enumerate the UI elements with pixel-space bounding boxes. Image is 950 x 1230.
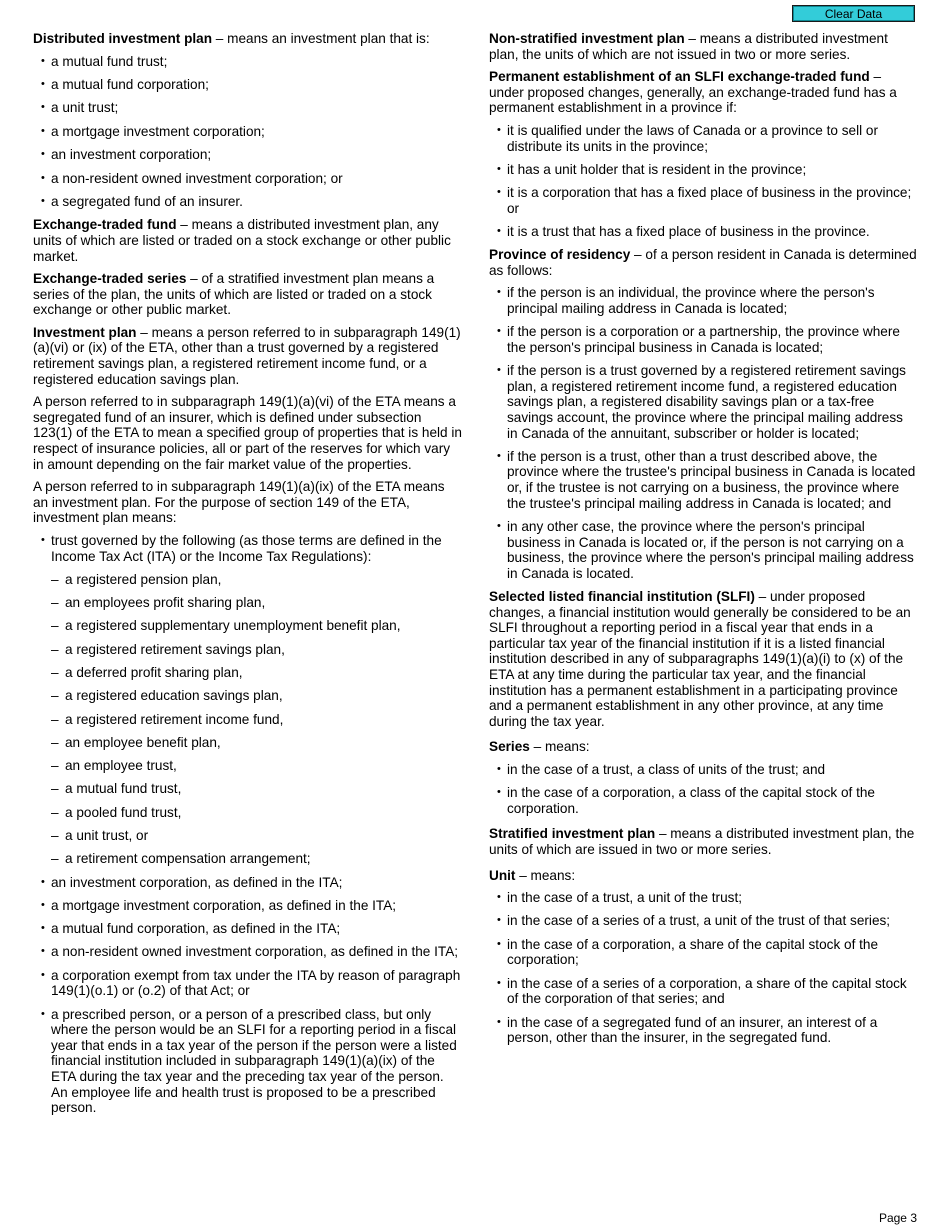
list-item: • in the case of a segregated fund of an insurer, an interest of a person, other than the insurer, in the segregated fund. [489, 1015, 917, 1046]
term: Province of residency [489, 247, 631, 263]
list-item: • a mortgage investment corporation; [33, 124, 463, 140]
list-item: • a mortgage investment corporation, as defined in the ITA; [33, 898, 463, 914]
permanent-establishment-list [489, 123, 917, 240]
list-item: • if the person is an individual, the province where the person's principal mailing address in Canada is located; [489, 285, 917, 316]
definition-text: – means: [529, 739, 590, 755]
sub-list-item: – a deferred profit sharing plan, [33, 665, 463, 681]
definition-province-of-residency [489, 247, 917, 278]
term: Exchange-traded fund [33, 217, 177, 233]
definition-text: – under proposed changes, a financial institution would generally be considered to be an SLFI throughout a reporting period in a fiscal year that ends in a particular tax year of the financial institution if it is a listed financial institution described in any of subparagraphs 149(1)(a)(i) to (x) of the ETA at any time during the particular tax year, and the financial institution has a permanent establishment in a participating province and a permanent establishment in any other province, at any time during the tax year. [489, 589, 911, 729]
list-item: • it is a corporation that has a fixed place of business in the province; or [489, 185, 917, 216]
list-item: • an investment corporation; [33, 147, 463, 163]
list-item: • a mutual fund trust; [33, 54, 463, 70]
definition-text: – means a person referred to in subparagraph 149(1)(a)(vi) or (ix) of the ETA, other than a trust governed by a registered retirement savings plan, a registered retirement income fund, or a registered education savings plan. [33, 324, 461, 387]
list-item: • a unit trust; [33, 100, 463, 116]
list-item: • in the case of a corporation, a share of the capital stock of the corporation; [489, 937, 917, 968]
term: Unit [489, 867, 516, 883]
list-item: • in the case of a corporation, a class of the capital stock of the corporation. [489, 785, 917, 816]
definition-series [489, 739, 917, 755]
list-item: • it is a trust that has a fixed place of business in the province. [489, 224, 917, 240]
term: Investment plan [33, 324, 137, 340]
list-item: • a non-resident owned investment corporation, as defined in the ITA; [33, 944, 463, 960]
sub-list-item: – a retirement compensation arrangement; [33, 851, 463, 867]
term: Selected listed financial institution (SLFI) [489, 589, 755, 604]
list-item: • a segregated fund of an insurer. [33, 194, 463, 210]
list-item: • trust governed by the following (as those terms are defined in the Income Tax Act (ITA) or the Income Tax Regulations): [33, 533, 463, 564]
term: Permanent establishment of an SLFI exchange-traded fund [489, 69, 870, 85]
list-item: • a mutual fund corporation, as defined in the ITA; [33, 921, 463, 937]
distributed-plan-list [33, 54, 463, 210]
term: Exchange-traded series [33, 271, 187, 287]
list-item: • in the case of a trust, a unit of the trust; [489, 890, 917, 906]
term: Distributed investment plan [33, 31, 213, 46]
list-item: • it has a unit holder that is resident in the province; [489, 162, 917, 178]
definition-text: – means an investment plan that is: [212, 31, 430, 46]
page-number: Page 3 [878, 1211, 917, 1225]
definition-text: – of a stratified investment plan means a series of the plan, the units of which are listed or traded on a stock exchange or other public market. [33, 271, 435, 318]
definition-text: – means a distributed investment plan, the units of which are not issued in two or more series. [489, 31, 888, 62]
definition-permanent-establishment [489, 69, 917, 116]
list-item: • if the person is a trust, other than a trust described above, the province where the trustee's principal business in Canada is located or, if the trustee is not carrying on a business, the province where the trustee's principal mailing address in Canada is located; and [489, 449, 917, 511]
list-item: • in the case of a trust, a class of units of the trust; and [489, 762, 917, 778]
investment-plan-list-continued [33, 875, 463, 1116]
list-item: • an investment corporation, as defined in the ITA; [33, 875, 463, 891]
term: Stratified investment plan [489, 826, 656, 842]
province-of-residency-list [489, 285, 917, 581]
unit-list [489, 890, 917, 1046]
list-item: • in the case of a series of a trust, a unit of the trust of that series; [489, 913, 917, 929]
definition-text: – under proposed changes, generally, an exchange-traded fund has a permanent establishment in a province if: [489, 69, 897, 116]
definition-exchange-traded-fund [33, 217, 463, 264]
sub-list-item: – an employee benefit plan, [33, 735, 463, 751]
sub-list-item: – an employee trust, [33, 758, 463, 774]
list-item: • a prescribed person, or a person of a prescribed class, but only where the person would be an SLFI for a reporting period in a fiscal year that ends in a tax year of the person if the person were a listed financial institution included in subparagraph 149(1)(a)(ix) of the ETA during the tax year and the preceding tax year of the person. An employee life and health trust is proposed to be a prescribed person. [33, 1007, 463, 1116]
list-item: • in any other case, the province where the person's principal business in Canada is located or, if the person is not carrying on a business, the province where the person's principal mailing address in Canada is located. [489, 519, 917, 581]
definition-text: – means a distributed investment plan, the units of which are issued in two or more series. [489, 826, 915, 857]
series-list [489, 762, 917, 816]
clear-data-button[interactable]: Clear Data [792, 5, 915, 22]
definition-non-stratified-investment-plan [489, 31, 917, 62]
list-item: • a non-resident owned investment corporation; or [33, 171, 463, 187]
sub-list-item: – a unit trust, or [33, 828, 463, 844]
list-item: • a corporation exempt from tax under the ITA by reason of paragraph 149(1)(o.1) or (o.2) of that Act; or [33, 968, 463, 999]
sub-list-item: – an employees profit sharing plan, [33, 595, 463, 611]
sub-list-item: – a registered retirement income fund, [33, 712, 463, 728]
definition-text: – means a distributed investment plan, any units of which are listed or traded on a stock exchange or other public market. [33, 217, 451, 264]
definition-investment-plan [33, 325, 463, 387]
definition-text: – of a person resident in Canada is determined as follows: [489, 247, 917, 278]
sub-list-item: – a pooled fund trust, [33, 805, 463, 821]
trust-sub-list [33, 572, 463, 867]
paragraph-subparagraph-ix: A person referred to in subparagraph 149(1)(a)(ix) of the ETA means an investment plan. For the purpose of section 149 of the ETA, investment plan means: [33, 479, 445, 526]
sub-list-item: – a registered pension plan, [33, 572, 463, 588]
sub-list-item: – a registered retirement savings plan, [33, 642, 463, 658]
investment-plan-list [33, 533, 463, 564]
definition-stratified-investment-plan [489, 826, 917, 857]
definition-slfi [489, 589, 917, 729]
definition-unit [489, 868, 917, 884]
sub-list-item: – a mutual fund trust, [33, 781, 463, 797]
definition-exchange-traded-series [33, 271, 463, 318]
definition-text: – means: [515, 867, 576, 883]
term: Series [489, 739, 530, 755]
sub-list-item: – a registered supplementary unemployment benefit plan, [33, 618, 463, 634]
list-item: • it is qualified under the laws of Canada or a province to sell or distribute its units in the province; [489, 123, 917, 154]
list-item: • if the person is a trust governed by a registered retirement savings plan, a registered retirement income fund, a registered education savings plan, a registered disability savings plan or a tax-free savings account, the province where the principal mailing address in Canada of the annuitant, subscriber or holder is located; [489, 363, 917, 441]
left-column [33, 31, 463, 1123]
definition-distributed-investment-plan [33, 31, 463, 47]
term: Non-stratified investment plan [489, 31, 685, 46]
list-item: • a mutual fund corporation; [33, 77, 463, 93]
list-item: • if the person is a corporation or a partnership, the province where the person's principal business in Canada is located; [489, 324, 917, 355]
sub-list-item: – a registered education savings plan, [33, 688, 463, 704]
paragraph-subparagraph-vi: A person referred to in subparagraph 149(1)(a)(vi) of the ETA means a segregated fund of an insurer, which is defined under subsection 123(1) of the ETA to mean a specified group of properties that is held in respect of insurance policies, all or part of the reserves for which vary in amount depending on the fair market value of the properties. [33, 394, 462, 472]
right-column [489, 31, 917, 1053]
list-item: • in the case of a series of a corporation, a share of the capital stock of the corporation of that series; and [489, 976, 917, 1007]
